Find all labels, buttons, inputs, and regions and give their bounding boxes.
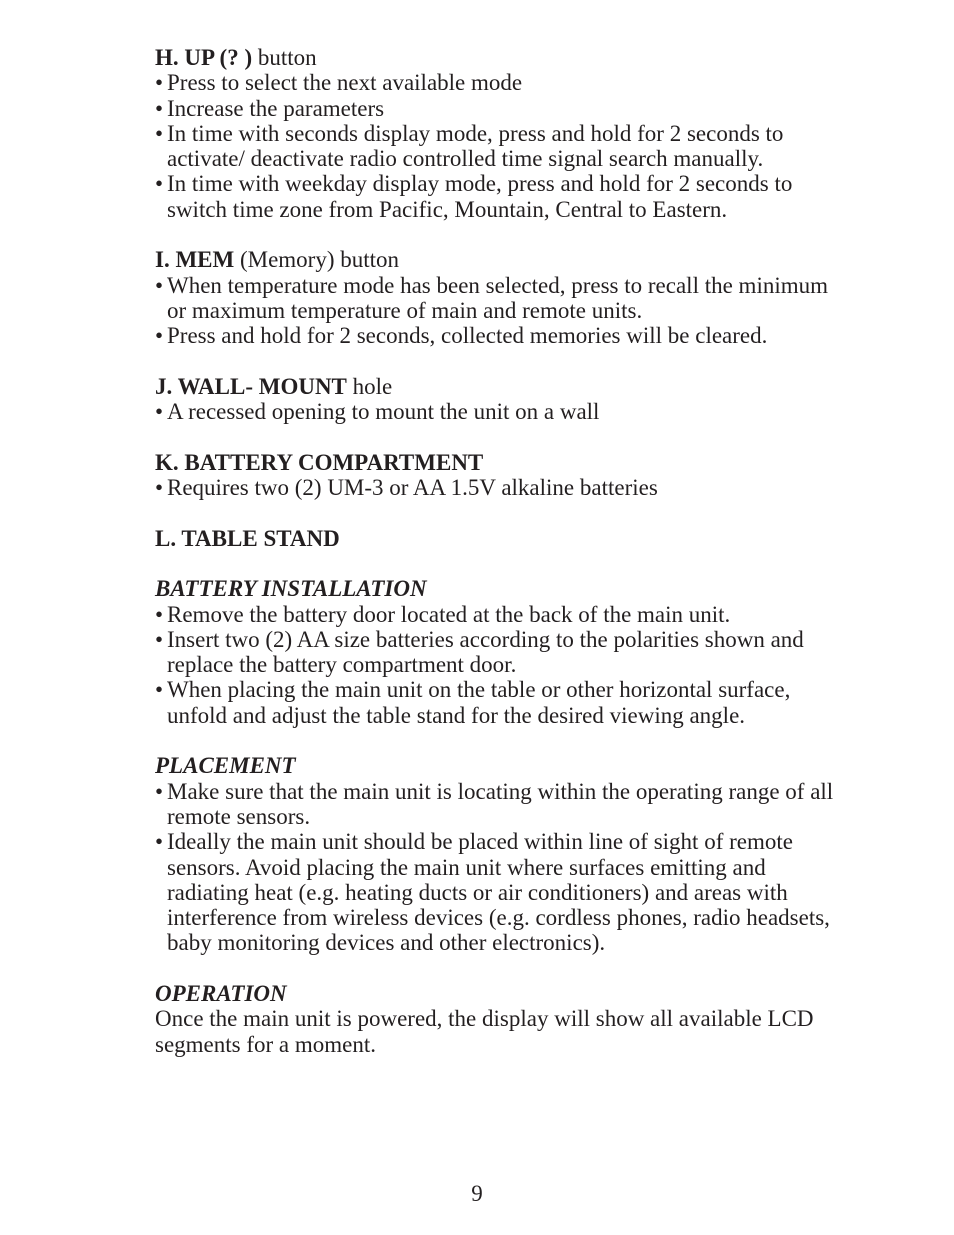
heading-bold: I. MEM (155, 247, 235, 273)
list-item: • Remove the battery door located at the back of the main unit. (155, 602, 835, 627)
section-operation (155, 981, 835, 1057)
paragraph: Once the main unit is powered, the display will show all available LCD segments for a moment. (155, 1006, 814, 1057)
manual-page-content (155, 45, 835, 1057)
section-placement (155, 753, 835, 955)
list-item: • Requires two (2) UM-3 or AA 1.5V alkaline batteries (155, 475, 835, 500)
section-heading (155, 450, 835, 475)
list-item: • Insert two (2) AA size batteries according to the polarities shown and replace the battery compartment door. (155, 627, 835, 678)
bullet-list (155, 399, 835, 424)
list-item: • Press and hold for 2 seconds, collected memories will be cleared. (155, 323, 835, 348)
heading-rest: hole (346, 373, 393, 399)
section-table-stand (155, 526, 835, 551)
section-heading (155, 45, 835, 70)
bullet-list (155, 602, 835, 728)
heading-bold: J. WALL- MOUNT (155, 373, 347, 399)
section-heading: PLACEMENT (155, 753, 296, 779)
list-item: • When temperature mode has been selected, press to recall the minimum or maximum temperature of main and remote units. (155, 273, 835, 324)
bullet-list (155, 273, 835, 349)
heading-bold: L. TABLE STAND (155, 525, 340, 551)
section-heading: BATTERY INSTALLATION (155, 576, 427, 602)
section-heading: OPERATION (155, 980, 287, 1006)
list-item: • Press to select the next available mode (155, 70, 835, 95)
list-item: • In time with weekday display mode, press and hold for 2 seconds to switch time zone from Pacific, Mountain, Central to Eastern. (155, 171, 835, 222)
list-item: • When placing the main unit on the table or other horizontal surface, unfold and adjust the table stand for the desired viewing angle. (155, 677, 835, 728)
page-number: 9 (471, 1181, 483, 1206)
bullet-list (155, 70, 835, 222)
heading-rest: button (252, 45, 317, 70)
heading-rest: (Memory) button (234, 247, 400, 273)
section-battery-compartment (155, 450, 835, 501)
section-heading (155, 247, 835, 272)
list-item: • A recessed opening to mount the unit on a wall (155, 399, 835, 424)
section-wall-mount (155, 374, 835, 425)
list-item: • Increase the parameters (155, 96, 835, 121)
list-item: • In time with seconds display mode, press and hold for 2 seconds to activate/ deactivate radio controlled time signal search manually. (155, 121, 835, 172)
heading-bold: K. BATTERY COMPARTMENT (155, 449, 484, 475)
bullet-list (155, 475, 835, 500)
section-mem-button (155, 247, 835, 348)
list-item: • Ideally the main unit should be placed within line of sight of remote sensors. Avoid placing the main unit where surfaces emitting and radiating heat (e.g. heating ducts or air conditioners) and areas with interference from wireless devices (e.g. cordless phones, radio headsets, baby monitoring devices and other electronics). (155, 829, 835, 955)
section-heading (155, 374, 835, 399)
bullet-list (155, 779, 835, 956)
section-up-button (155, 45, 835, 222)
section-heading (155, 526, 835, 551)
heading-bold: H. UP (? ) (155, 45, 253, 70)
list-item: • Make sure that the main unit is locating within the operating range of all remote sensors. (155, 779, 835, 830)
section-battery-installation (155, 576, 835, 728)
